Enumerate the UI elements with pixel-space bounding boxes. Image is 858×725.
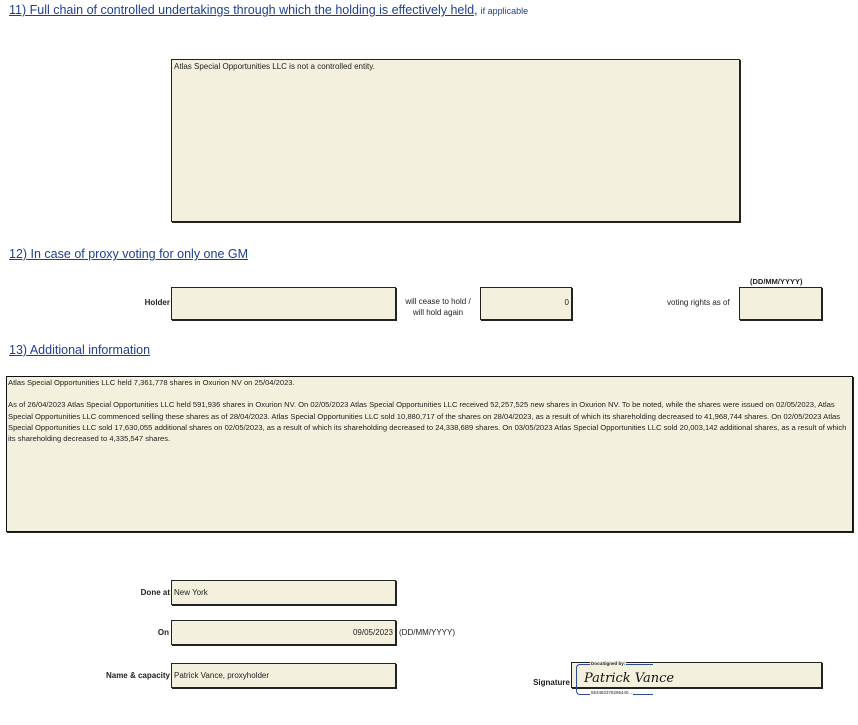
signature-field[interactable] — [571, 661, 822, 695]
section-12-heading: 12) In case of proxy voting for only one GM — [9, 247, 249, 261]
docusign-id: 553482378295440... — [591, 690, 633, 695]
signature-label: Signature — [533, 678, 570, 687]
additional-info-paragraph-1: Atlas Special Opportunities LLC held 7,361,778 shares in Oxurion NV on 25/04/2023. — [8, 378, 295, 387]
on-date-value: 09/05/2023 — [352, 628, 393, 637]
name-capacity-input[interactable] — [171, 663, 396, 688]
section-11-title: 11) Full chain of controlled undertakings through which the holding is effectively held, — [9, 3, 478, 17]
controlled-chain-text: Atlas Special Opportunities LLC is not a controlled entity. — [174, 62, 375, 71]
section-11-heading — [9, 3, 528, 17]
holder-label: Holder — [144, 298, 170, 307]
docusign-label: DocuSigned by: — [591, 661, 626, 666]
on-label: On — [157, 628, 169, 637]
name-capacity-label: Name & capacity — [105, 671, 170, 680]
section-13-heading: 13) Additional information — [9, 343, 151, 357]
voting-rights-label: voting rights as of — [667, 298, 730, 307]
cease-value: 0 — [564, 298, 569, 307]
voting-date-format: (DD/MM/YYYY) — [750, 277, 803, 286]
cease-label-line2: will hold again — [412, 308, 464, 317]
controlled-chain-field[interactable] — [171, 59, 740, 222]
holder-input[interactable] — [171, 287, 396, 320]
on-date-input[interactable] — [171, 620, 396, 645]
name-capacity-value: Patrick Vance, proxyholder — [174, 671, 270, 680]
cease-label — [398, 296, 478, 318]
signature-script: Patrick Vance — [584, 671, 675, 686]
additional-info-paragraph-2: As of 26/04/2023 Atlas Special Opportunities LLC held 591,936 shares in Oxurion NV. On 02/05/2023 Atlas Special Opportunities LLC received 52,257,525 new shares in Oxurion NV. To be noted, while the shares were issued on 02/05/2023, Atlas Special Opportunities LLC commenced selling these shares as of 28/04/2023. Atlas Special Opportunities LLC sold 10,880,717 of the shares on 28/04/2023, as a result of which its shareholding decreased to 41,968,744 shares. On 02/05/2023 Atlas Special Opportunities LLC sold 17,630,055 additional shares on 02/05/2023, as a result of which its shareholding decreased to 24,338,689 shares. On 03/05/2023 Atlas Special Opportunities LLC sold 20,003,142 additional shares, as a result of which its shareholding decreased to 4,335,547 shares. — [8, 400, 847, 444]
done-at-label: Done at — [140, 588, 170, 597]
holder-value — [172, 288, 395, 294]
cease-value-input[interactable] — [480, 287, 572, 320]
done-at-value: New York — [174, 588, 208, 597]
on-date-format: (DD/MM/YYYY) — [399, 628, 455, 637]
voting-date-value — [740, 288, 821, 294]
done-at-input[interactable] — [171, 580, 396, 605]
section-11-note: if applicable — [480, 6, 529, 16]
cease-label-line1: will cease to hold / — [405, 297, 471, 306]
voting-date-input[interactable] — [739, 287, 822, 320]
additional-info-field[interactable] — [6, 376, 853, 532]
